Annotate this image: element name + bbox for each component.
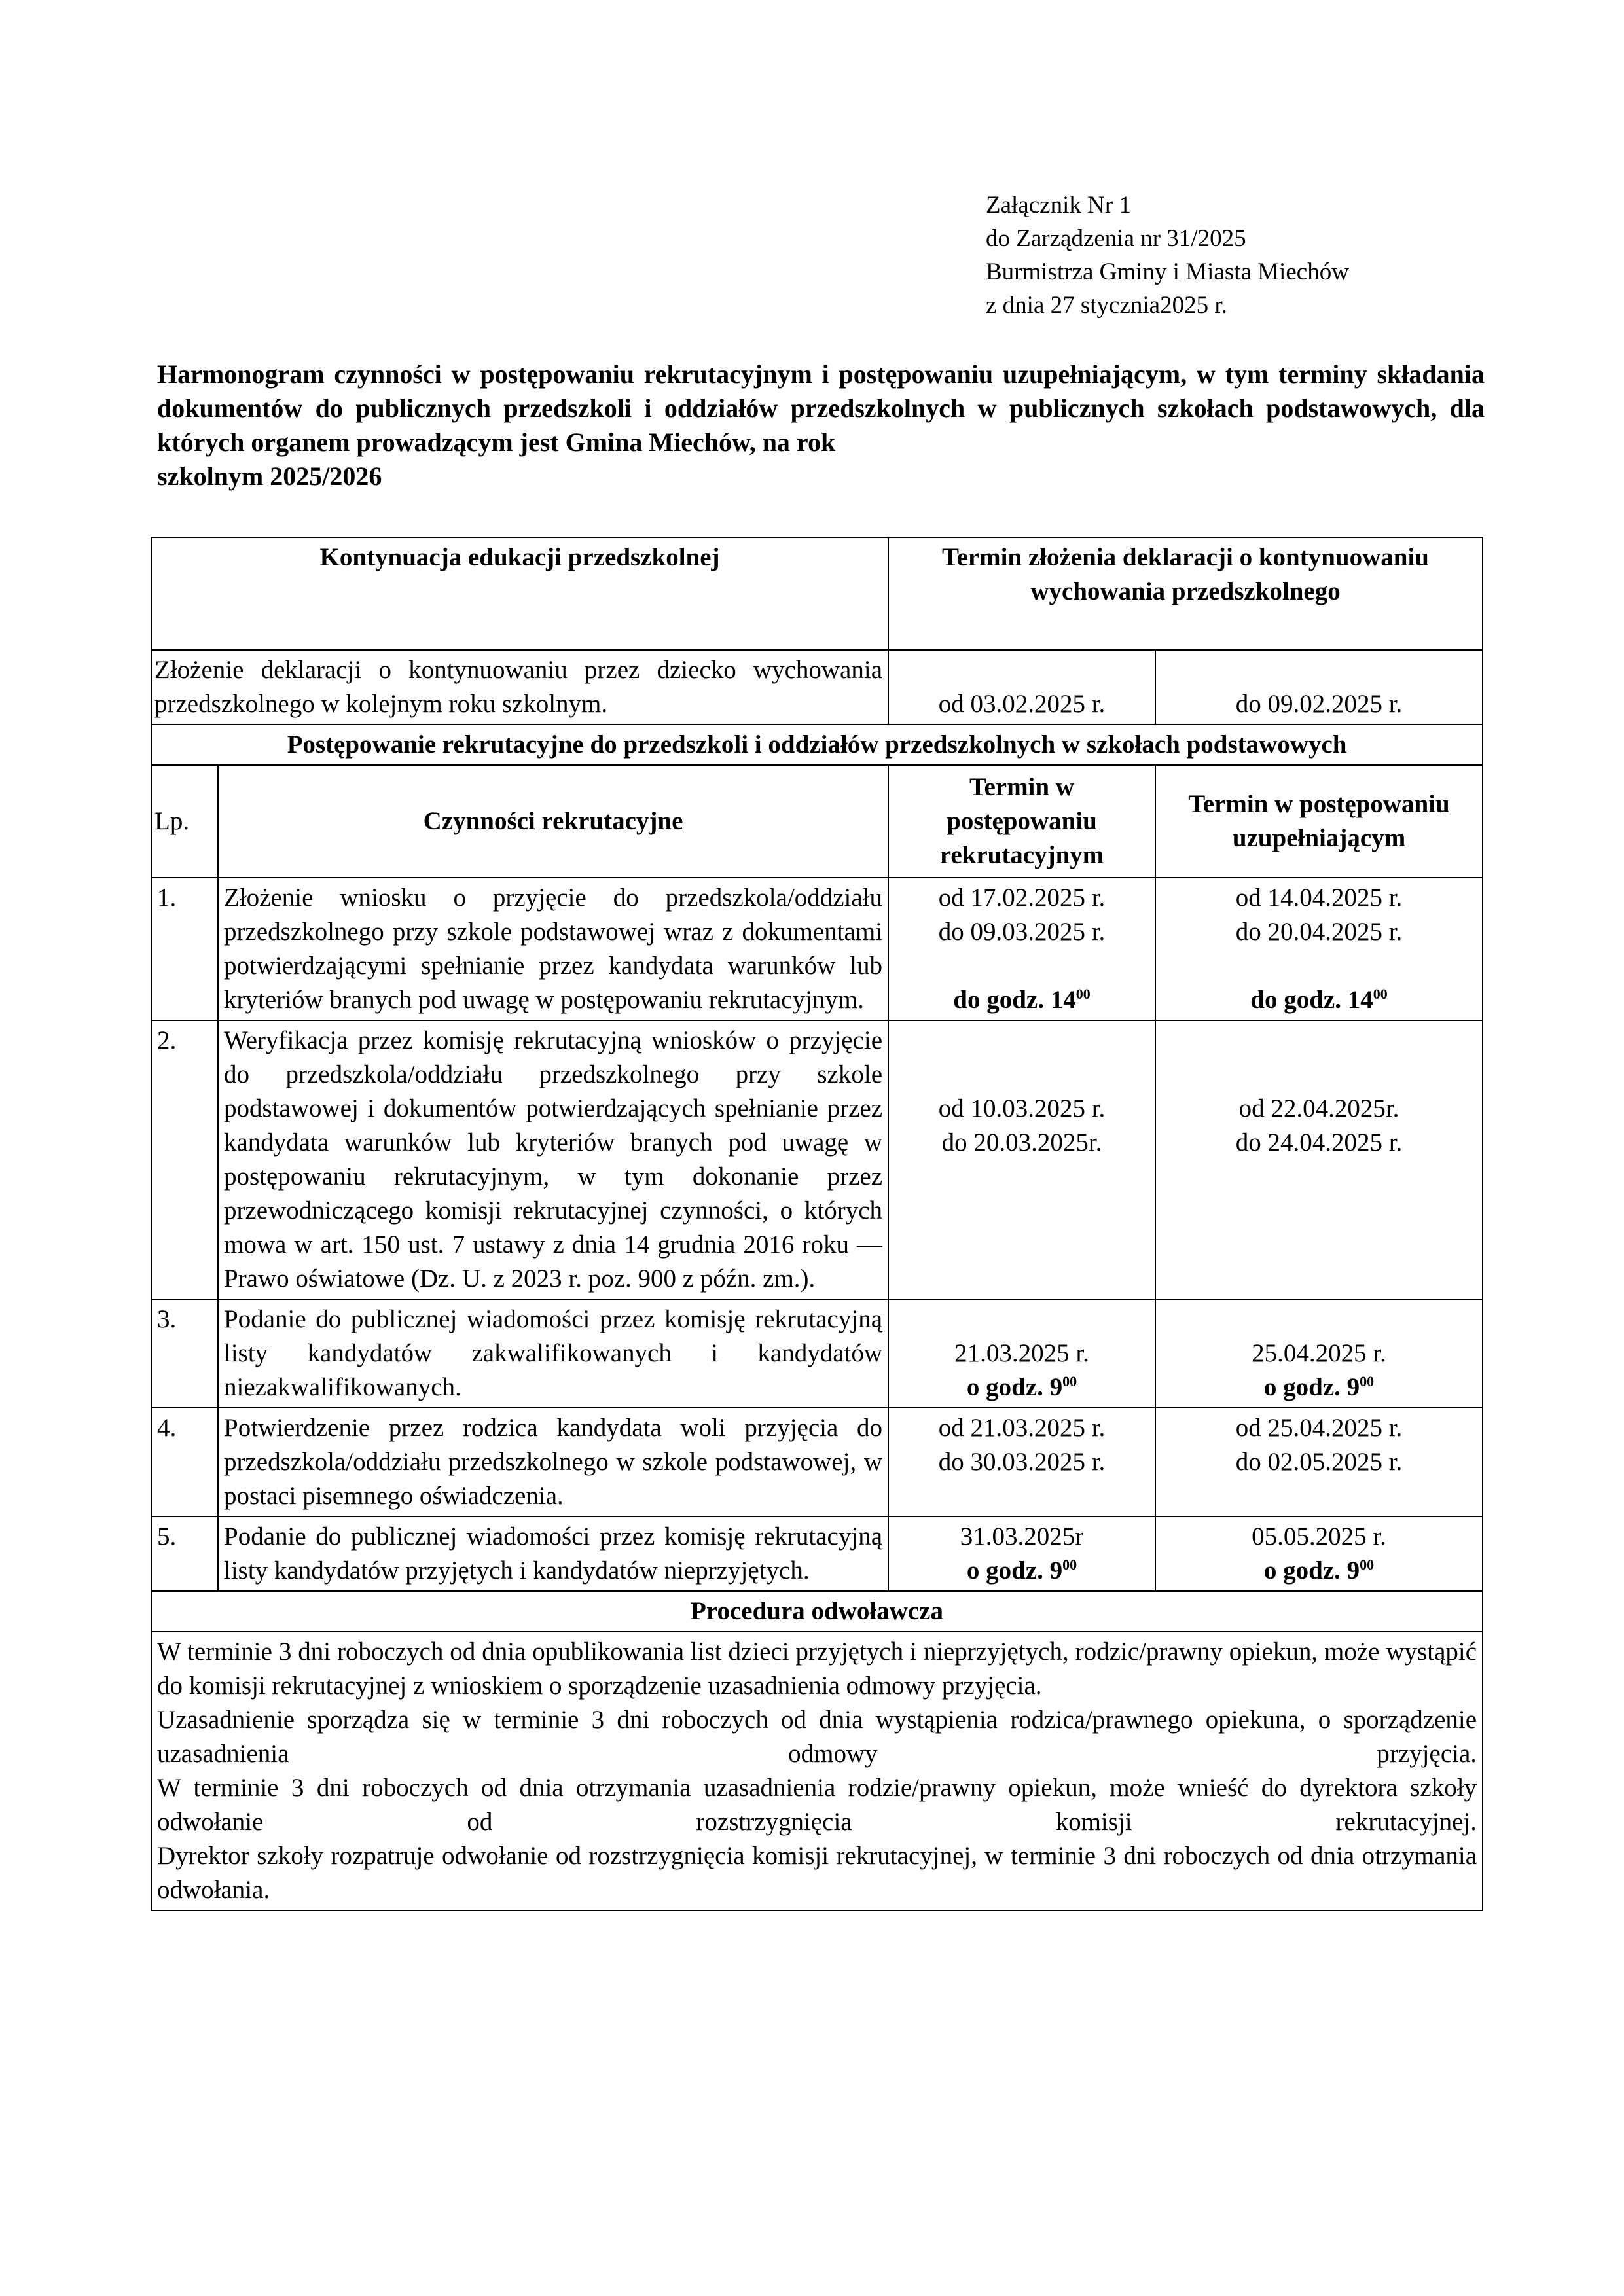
row-activity: Podanie do publicznej wiadomości przez komisję rekrutacyjną listy kandydatów zakwalifikowanych i kandydatów niezakwalifikowanych.: [218, 1299, 888, 1408]
term-time-text: o godz. 9: [1263, 1556, 1360, 1585]
row-activity: Złożenie wniosku o przyjęcie do przedszkola/oddziału przedszkolnego przy szkole podstawowej wraz z dokumentami potwierdzającymi spełnianie przez kandydata warunków lub kryteriów branych pod uwagę w postępowaniu rekrutacyjnym.: [218, 878, 888, 1020]
row-number: 2.: [151, 1020, 218, 1299]
term-time-text: o godz. 9: [966, 1373, 1063, 1401]
term-from: od 17.02.2025 r.: [938, 884, 1106, 912]
term-time-minutes: 00: [1360, 1556, 1375, 1573]
term-time-text: do godz. 14: [1250, 986, 1373, 1014]
term-date: 21.03.2025 r.: [954, 1339, 1089, 1367]
term-time: [1161, 1371, 1477, 1405]
table-row: [151, 1408, 1483, 1516]
appeal-body-row: [151, 1632, 1483, 1910]
appeal-paragraph: [157, 1771, 1477, 1839]
term-to: do 09.03.2025 r.: [938, 918, 1106, 946]
term-to: do 02.05.2025 r.: [1235, 1448, 1403, 1476]
term-to: do 30.03.2025 r.: [938, 1448, 1106, 1476]
row-number: 5.: [151, 1516, 218, 1591]
term-from: od 25.04.2025 r.: [1235, 1414, 1403, 1442]
term-time-text: o godz. 9: [966, 1556, 1063, 1585]
term-time-minutes: 00: [1075, 986, 1091, 1002]
appeal-paragraph: W terminie 3 dni roboczych od dnia opublikowania list dzieci przyjętych i nieprzyjętych, rodzic/prawny opiekun, może wystąpić do komisji rekrutacyjnej z wnioskiem o sporządzenie uzasadnienia odmowy przyjęcia.: [157, 1638, 1477, 1700]
term-time: [894, 983, 1149, 1017]
title-last-line: szkolnym 2025/2026: [157, 461, 382, 491]
row-supplementary-term: [1155, 1299, 1483, 1408]
continuation-header-row: [151, 537, 1483, 650]
term-time: [894, 1554, 1149, 1588]
term-to: do 20.04.2025 r.: [1235, 918, 1403, 946]
term-from: od 21.03.2025 r.: [938, 1414, 1106, 1442]
schedule-table: [151, 537, 1483, 1911]
term-from: od 10.03.2025 r.: [938, 1094, 1106, 1122]
term-date: 25.04.2025 r.: [1252, 1339, 1386, 1367]
term-time-text: do godz. 14: [953, 986, 1076, 1014]
row-number: 1.: [151, 878, 218, 1020]
appeal-title-row: [151, 1591, 1483, 1632]
term-time-minutes: 00: [1373, 986, 1388, 1002]
term-time: [894, 1371, 1149, 1405]
table-row: [151, 878, 1483, 1020]
appeal-paragraph: Dyrektor szkoły rozpatruje odwołanie od rozstrzygnięcia komisji rekrutacyjnej, w terminie 3 dni roboczych od dnia otrzymania odwołania.: [157, 1842, 1477, 1904]
term-date: 31.03.2025r: [960, 1522, 1084, 1551]
row-recruitment-term: [888, 1020, 1155, 1299]
activities-header: Czynności rekrutacyjne: [218, 765, 888, 878]
appeal-paragraph-text: W terminie 3 dni roboczych od dnia otrzymania uzasadnienia rodzie/prawny opiekun, może wnieść do dyrektora szkoły odwołanie od rozstrzygnięcia komisji rekrutacyjnej.: [157, 1774, 1477, 1836]
term-supplementary-header: Termin w postępowaniu uzupełniającym: [1155, 765, 1483, 878]
recruitment-section-title: Postępowanie rekrutacyjne do przedszkoli i oddziałów przedszkolnych w szkołach podstawowych: [151, 725, 1483, 765]
appeal-title: Procedura odwoławcza: [151, 1591, 1483, 1632]
row-supplementary-term: [1155, 1020, 1483, 1299]
term-time-minutes: 00: [1062, 1373, 1077, 1390]
title-main: Harmonogram czynności w postępowaniu rekrutacyjnym i postępowaniu uzupełniającym, w tym terminy składania dokumentów do publicznych przedszkoli i oddziałów przedszkolnych w publicznych szkołach podstawowych, dla których organem prowadzącym jest Gmina Miechów, na rok: [157, 359, 1485, 457]
term-time-minutes: 00: [1360, 1373, 1375, 1390]
continuation-col2-header: Termin złożenia deklaracji o kontynuowaniu wychowania przedszkolnego: [888, 537, 1483, 650]
term-time: [1161, 1554, 1477, 1588]
annex-date: z dnia 27 stycznia2025 r.: [986, 292, 1227, 319]
appeal-paragraph-text: Uzasadnienie sporządza się w terminie 3 dni roboczych od dnia wystąpienia rodzica/prawnego opiekuna, o sporządzenie uzasadnienia odmowy przyjęcia.: [157, 1706, 1477, 1768]
row-activity: Potwierdzenie przez rodzica kandydata woli przyjęcia do przedszkola/oddziału przedszkolnego w szkole podstawowej, w postaci pisemnego oświadczenia.: [218, 1408, 888, 1516]
appeal-paragraph: [157, 1703, 1477, 1771]
annex-number: Załącznik Nr 1: [986, 192, 1131, 219]
row-activity: Podanie do publicznej wiadomości przez komisję rekrutacyjną listy kandydatów przyjętych i kandydatów nieprzyjętych.: [218, 1516, 888, 1591]
term-time-minutes: 00: [1062, 1556, 1077, 1573]
row-supplementary-term: [1155, 1516, 1483, 1591]
row-supplementary-term: [1155, 1408, 1483, 1516]
continuation-to: do 09.02.2025 r.: [1155, 650, 1483, 725]
continuation-row: [151, 650, 1483, 725]
table-row: [151, 1299, 1483, 1408]
row-recruitment-term: [888, 1299, 1155, 1408]
document-title: [157, 357, 1485, 493]
term-time: [1161, 983, 1477, 1017]
term-recruitment-header: Termin w postępowaniu rekrutacyjnym: [888, 765, 1155, 878]
term-from: od 14.04.2025 r.: [1235, 884, 1403, 912]
term-to: do 20.03.2025r.: [941, 1128, 1102, 1157]
row-recruitment-term: [888, 878, 1155, 1020]
recruitment-header-row: [151, 765, 1483, 878]
annex-issuer: Burmistrza Gminy i Miasta Miechów: [986, 259, 1349, 285]
table-row: [151, 1516, 1483, 1591]
term-time-text: o godz. 9: [1263, 1373, 1360, 1401]
row-recruitment-term: [888, 1408, 1155, 1516]
continuation-text: Złożenie deklaracji o kontynuowaniu przez dziecko wychowania przedszkolnego w kolejnym roku szkolnym.: [151, 650, 888, 725]
row-activity: Weryfikacja przez komisję rekrutacyjną wniosków o przyjęcie do przedszkola/oddziału przedszkolnego przy szkole podstawowej i dokumentów potwierdzających spełnianie przez kandydata warunków lub kryteriów branych pod uwagę w postępowaniu rekrutacyjnym, w tym dokonanie przez przewodniczącego komisji rekrutacyjnej czynności, o których mowa w art. 150 ust. 7 ustawy z dnia 14 grudnia 2016 roku — Prawo oświatowe (Dz. U. z 2023 r. poz. 900 z późn. zm.).: [218, 1020, 888, 1299]
lp-header: Lp.: [151, 765, 218, 878]
appeal-body: [151, 1632, 1483, 1910]
term-date: 05.05.2025 r.: [1252, 1522, 1386, 1551]
term-from: od 22.04.2025r.: [1238, 1094, 1399, 1122]
continuation-col1-header: Kontynuacja edukacji przedszkolnej: [151, 537, 888, 650]
row-recruitment-term: [888, 1516, 1155, 1591]
recruitment-section-row: [151, 725, 1483, 765]
row-supplementary-term: [1155, 878, 1483, 1020]
row-number: 4.: [151, 1408, 218, 1516]
row-number: 3.: [151, 1299, 218, 1408]
table-row: [151, 1020, 1483, 1299]
continuation-from: od 03.02.2025 r.: [888, 650, 1155, 725]
term-to: do 24.04.2025 r.: [1235, 1128, 1403, 1157]
annex-ordinance: do Zarządzenia nr 31/2025: [986, 225, 1246, 252]
annex-header: [986, 188, 1444, 322]
